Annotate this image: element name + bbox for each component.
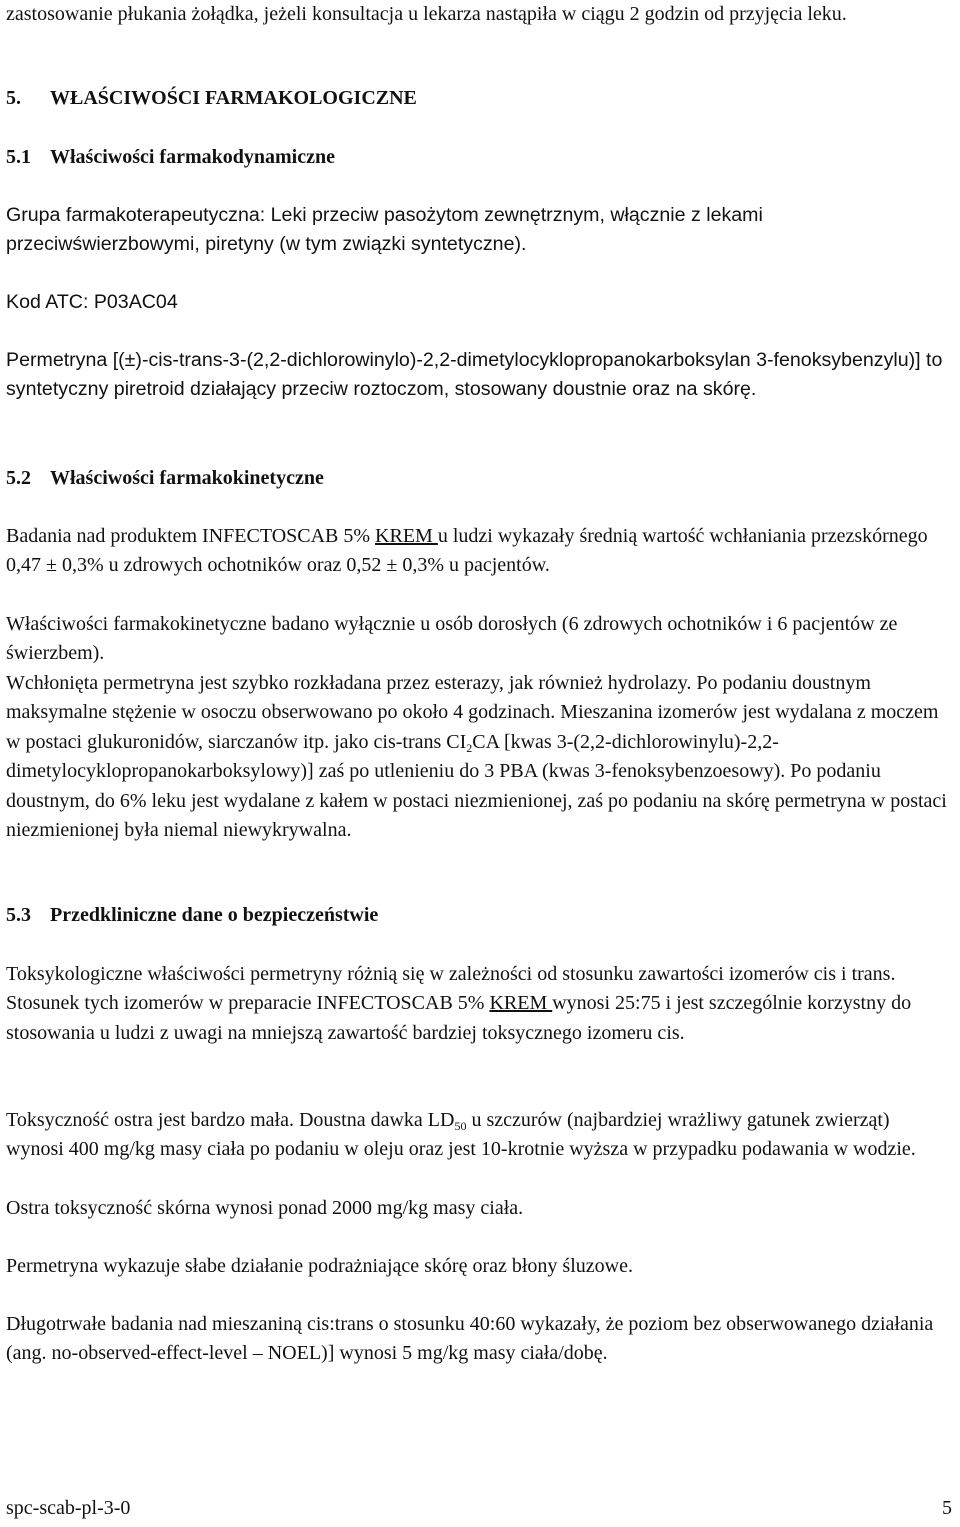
acute-toxicity-text-a: Toksyczność ostra jest bardzo mała. Doustna dawka LD	[6, 1109, 455, 1131]
acute-toxicity-text-b: u szczurów (najbardziej wrażliwy gatunek zwierząt) wynosi 400 mg/kg masy ciała po podaniu w oleju oraz jest 10-krotnie wyższa w przypadku podawania w wodzie.	[6, 1109, 916, 1161]
long-term-studies-paragraph: Długotrwałe badania nad mieszaniną cis:trans o stosunku 40:60 wykazały, że poziom bez obserwowanego działania (ang. no-observed-effect-level – NOEL)] wynosi 5 mg/kg masy ciała/dobę.	[6, 1313, 934, 1365]
metabolism-paragraph	[6, 669, 951, 845]
section-5-heading	[6, 84, 417, 113]
toxicology-text-a: Toksykologiczne właściwości permetryny różnią się w zależności od stosunku zawartości izomerów cis i trans. Stosunek tych izomerów w preparacie INFECTOSCAB 5%	[6, 963, 896, 1015]
section-5-2-title: Właściwości farmakokinetyczne	[50, 467, 324, 489]
absorption-text-a: Badania nad produktem INFECTOSCAB 5%	[6, 525, 376, 547]
krem-underlined: KREM	[375, 525, 438, 547]
toxicology-text-b: wynosi 25:75 i jest szczególnie korzystny do stosowania u ludzi z uwagi na mniejszą zawartość bardziej toksycznego izomeru cis.	[6, 992, 912, 1044]
section-5-3-number: 5.3	[6, 904, 31, 926]
intro-paragraph: zastosowanie płukania żołądka, jeżeli konsultacja u lekarza nastąpiła w ciągu 2 godzin od przyjęcia leku.	[6, 3, 847, 25]
document-id: spc-scab-pl-3-0	[6, 1497, 131, 1519]
dermal-toxicity-paragraph: Ostra toksyczność skórna wynosi ponad 2000 mg/kg masy ciała.	[6, 1197, 524, 1219]
toxicology-paragraph	[6, 960, 951, 1048]
section-5-2-number: 5.2	[6, 467, 31, 489]
absorption-paragraph	[6, 522, 951, 581]
metabolism-text-b: CA [kwas 3-(2,2-dichlorowinylu)-2,2-dimetylocyklopropanokarboksylowy)] zaś po utlenieniu do 3 PBA (kwas 3-fenoksybenzoesowy). Po podaniu doustnym, do 6% leku jest wydalane z kałem w postaci niezmienionej, zaś po podaniu na skórę permetryna w postaci niezmienionej była niemal niewykrywalna.	[6, 730, 947, 842]
section-5-3-title: Przedkliniczne dane o bezpieczeństwie	[50, 904, 379, 926]
krem-underlined-2: KREM	[489, 992, 553, 1015]
section-5-1-heading	[6, 143, 335, 172]
atc-code: Kod ATC: P03AC04	[6, 291, 178, 313]
page-number: 5	[942, 1497, 952, 1519]
metabolism-text-a: Wchłonięta permetryna jest szybko rozkładana przez esterazy, jak również hydrolazy. Po podaniu doustnym maksymalne stężenie w osoczu obserwowano po około 4 godzinach. Mieszanina izomerów jest wydalana z moczem w postaci glukuronidów, siarczanów itp. jako cis-trans CI	[6, 672, 939, 753]
page-footer	[6, 1496, 952, 1520]
subscript-50: 50	[454, 1119, 467, 1133]
subscript-2: 2	[466, 740, 473, 755]
adults-only-paragraph: Właściwości farmakokinetyczne badano wyłącznie u osób dorosłych (6 zdrowych ochotników i 6 pacjentów ze świerzbem).	[6, 613, 898, 665]
section-5-title: WŁAŚCIWOŚCI FARMAKOLOGICZNE	[50, 87, 417, 109]
section-5-2-heading	[6, 464, 324, 493]
irritation-paragraph: Permetryna wykazuje słabe działanie podrażniające skórę oraz błony śluzowe.	[6, 1255, 633, 1277]
section-5-1-title: Właściwości farmakodynamiczne	[50, 146, 335, 168]
pharmacotherapeutic-group: Grupa farmakoterapeutyczna: Leki przeciw pasożytom zewnętrznym, włącznie z lekami przeciwświerzbowymi, piretyny (w tym związki syntetyczne).	[6, 204, 763, 256]
section-5-1-number: 5.1	[6, 146, 31, 168]
acute-toxicity-paragraph	[6, 1106, 951, 1165]
section-5-3-heading	[6, 901, 378, 930]
permethrin-description: Permetryna [(±)-cis-trans-3-(2,2-dichlorowinylo)-2,2-dimetylocyklopropanokarboksylan 3-fenoksybenzylu)] to syntetyczny piretroid działający przeciw roztoczom, stosowany doustnie oraz na skórę.	[6, 349, 943, 401]
absorption-text-b: u ludzi wykazały średnią wartość wchłaniania przezskórnego 0,47 ± 0,3% u zdrowych ochotników oraz 0,52 ± 0,3% u pacjentów.	[6, 525, 928, 577]
section-5-number: 5.	[6, 87, 21, 109]
